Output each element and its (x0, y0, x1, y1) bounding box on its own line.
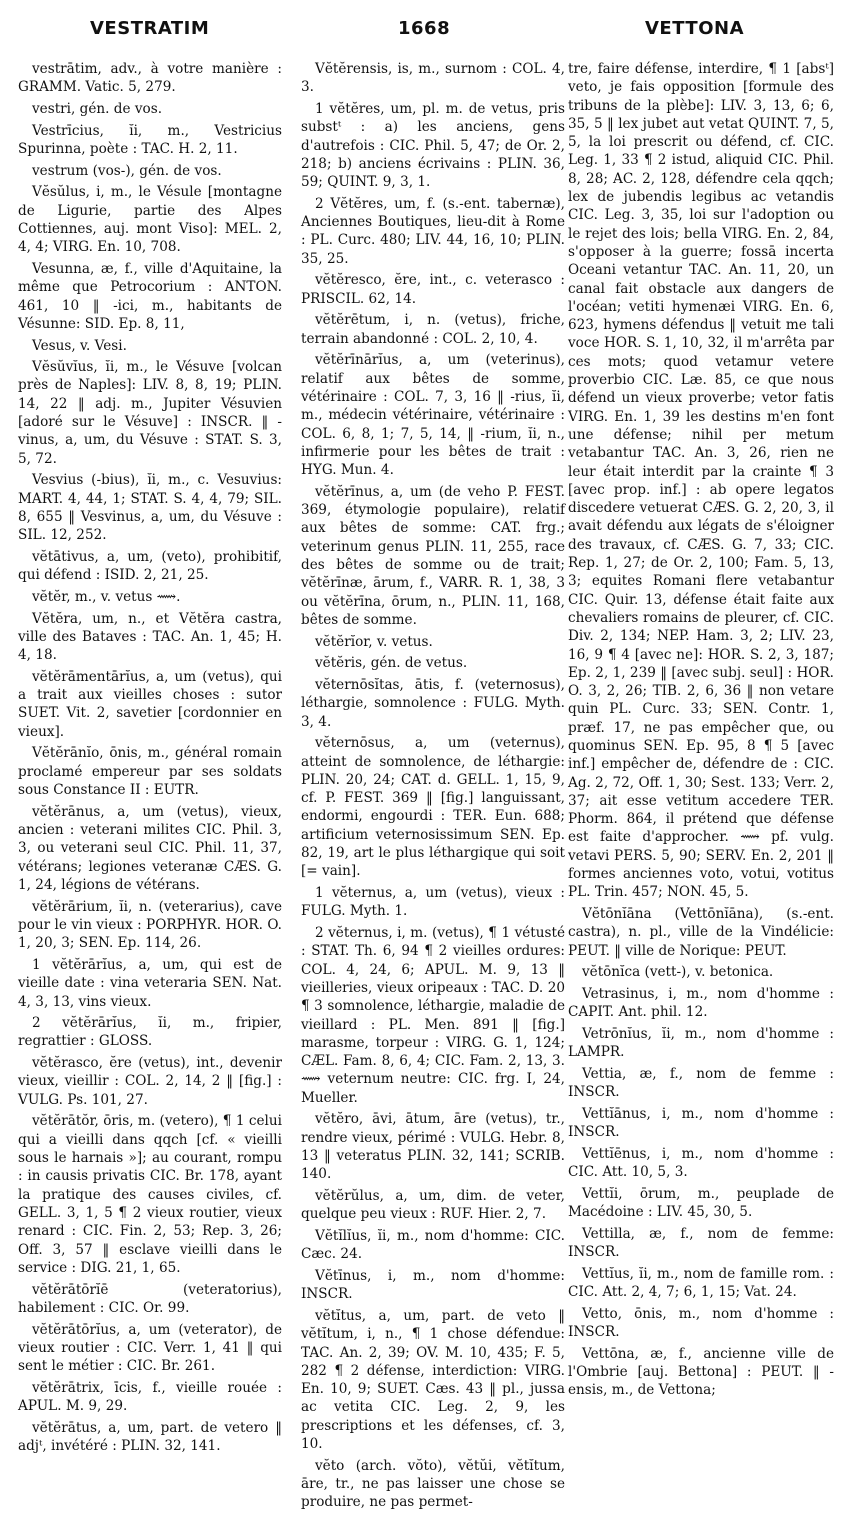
dictionary-entry: vĕtĕrārium, ĭi, n. (veterarius), cave pour le vin vieux : PORPHYR. HOR. O. 1, 20, 3; SEN. Ep. 114, 26. (18, 898, 282, 952)
dictionary-entry: vĕternōsĭtas, ātis, f. (veternosus), léthargie, somnolence : FULG. Myth. 3, 4. (301, 677, 565, 730)
dictionary-entry: vĕtĕrētum, i, n. (vetus), friche, terrain abandonné : COL. 2, 10, 4. (301, 312, 565, 347)
dictionary-entry: Vetrasinus, i, m., nom d'homme : CAPIT. Ant. phil. 12. (568, 986, 834, 1021)
dictionary-entry: Vettilla, æ, f., nom de femme: INSCR. (568, 1225, 834, 1261)
dictionary-entry: 1 vĕternus, a, um (vetus), vieux : FULG. Myth. 1. (301, 885, 565, 920)
dictionary-entry: vĕtĕrīnus, a, um (de veho P. FEST. 369, étymologie populaire), relatif aux bêtes de somme: CAT. frg.; veterinum genus PLIN. 11, 255, race des bêtes de somme ou de trait; vĕtĕrīnæ, ārum, f., VARR. R. 1, 38, 3 ou vĕtĕrīna, ōrum, n., PLIN. 11, 168, bêtes de somme. (301, 483, 565, 628)
dictionary-entry: vĕtĕrātrix, īcis, f., vieille rouée : APUL. M. 9, 29. (18, 1379, 282, 1415)
dictionary-entry: 2 Vĕtĕres, um, f. (s.-ent. tabernæ), Anciennes Boutiques, lieu-dit à Rome : PL. Curc. 480; LIV. 44, 16, 10; PLIN. 35, 25. (301, 195, 565, 267)
dictionary-entry: vĕtĕrīnārĭus, a, um (veterinus), relatif aux bêtes de somme, vétérinaire : COL. 7, 3, 16 ‖ -rius, ĭi, m., médecin vétérinaire, vétérinaire : COL. 6, 8, 1; 7, 5, 14, ‖ -rium, ĭi, n., infirmerie pour les bêtes de trait : HYG. Mun. 4. (301, 352, 565, 479)
dictionary-entry: vĕtĕris, gén. de vetus. (315, 655, 468, 672)
dictionary-entry: vĕtĕrātōrĭē (veteratorius), habilement : CIC. Or. 99. (18, 1281, 282, 1316)
dictionary-entry: vĕtĕrĭor, v. vetus. (315, 633, 433, 650)
dictionary-entry: vĕtĕresco, ĕre, int., c. veterasco : PRISCIL. 62, 14. (301, 272, 565, 307)
dictionary-entry: Vetrōnĭus, ĭi, m., nom d'homme : LAMPR. (568, 1026, 834, 1061)
page-header (0, 18, 850, 46)
dictionary-entry: Vĕsŭvĭus, ĭi, m., le Vésuve [volcan près de Naples]: LIV. 8, 8, 19; PLIN. 14, 22 ‖ adj. m., Jupiter Vésuvien [adoré sur le Vésuve] : INSCR. ‖ -vinus, a, um, du Vésuve : STAT. S. 3, 5, 72. (18, 359, 282, 467)
dictionary-entry: Vesvius (-bius), ĭi, m., c. Vesuvius: MART. 4, 44, 1; STAT. S. 4, 4, 79; SIL. 8, 655 ‖ Vesvinus, a, um, du Vésuve : SIL. 12, 252. (18, 472, 282, 544)
column-3 (568, 60, 834, 1403)
dictionary-entry: Vettōna, æ, f., ancienne ville de l'Ombrie [auj. Bettona] : PEUT. ‖ -ensis, m., de Vettona; (568, 1345, 834, 1399)
dictionary-entry: Vettia, æ, f., nom de femme : INSCR. (568, 1065, 834, 1101)
dictionary-entry: 2 vĕternus, i, m. (vetus), ¶ 1 vétusté : STAT. Th. 6, 94 ¶ 2 vieilles ordures: COL. 4, 24, 6; APUL. M. 9, 13 ‖ vieilleries, vieux oripeaux : TAC. D. 20 ¶ 3 somnolence, léthargie, maladie de vieillard : PL. Men. 891 ‖ [fig.] marasme, torpeur : VIRG. G. 1, 124; CÆL. Fam. 8, 6, 4; CIC. Fam. 2, 13, 3. ⟿ veternum neutre: CIC. frg. I, 24, Mueller. (301, 925, 565, 1106)
dictionary-entry: Vetto, ōnis, m., nom d'homme : INSCR. (568, 1305, 834, 1341)
dictionary-entry: vĕtĕrŭlus, a, um, dim. de veter, quelque peu vieux : RUF. Hier. 2, 7. (301, 1187, 565, 1223)
dictionary-entry: vĕtĕrātus, a, um, part. de vetero ‖ adjᵗ, invétéré : PLIN. 32, 141. (18, 1419, 282, 1455)
dictionary-entry: 1 vĕtĕres, um, pl. m. de vetus, pris substᵗ : a) les anciens, gens d'autrefois : CIC. Phil. 5, 47; de Or. 2, 218; b) anciens écrivains : PLIN. 36, 59; QUINT. 9, 3, 1. (301, 100, 565, 191)
dictionary-entry: vestrātim, adv., à votre manière : GRAMM. Vatic. 5, 279. (18, 61, 282, 96)
dictionary-entry: Vettĭi, ōrum, m., peuplade de Macédoine : LIV. 45, 30, 5. (568, 1185, 834, 1221)
dictionary-entry: Vĕtīnus, i, m., nom d'homme: INSCR. (301, 1267, 565, 1303)
page-number: 1668 (398, 18, 451, 39)
dictionary-entry: vĕtātivus, a, um, (veto), prohibitif, qui défend : ISID. 2, 21, 25. (18, 548, 282, 584)
dictionary-entry: Vĕtĕrānĭo, ōnis, m., général romain proclamé empereur par ses soldats sous Constance II : EUTR. (18, 745, 282, 799)
dictionary-entry: vĕternōsus, a, um (veternus), atteint de somnolence, de léthargie: PLIN. 20, 24; CAT. d. GELL. 1, 15, 9, cf. P. FEST. 369 ‖ [fig.] languissant, endormi, engourdi : TER. Eun. 688; artificium veternosissimum SEN. Ep. 82, 19, art le plus léthargique qui soit [= vain]. (301, 735, 565, 880)
dictionary-entry: 2 vĕtĕrārĭus, ĭi, m., fripier, regrattier : GLOSS. (18, 1015, 282, 1050)
dictionary-entry: vestrum (vos-), gén. de vos. (32, 162, 222, 179)
dictionary-entry: Vĕtōnĭāna (Vettōnĭāna), (s.-ent. castra), n. pl., ville de la Vindélicie: PEUT. ‖ ville de Norique: PEUT. (568, 906, 834, 959)
dictionary-entry: Vesus, v. Vesi. (32, 337, 127, 354)
column-1 (18, 60, 282, 1459)
dictionary-entry: vĕtĕro, āvi, ātum, āre (vetus), tr., rendre vieux, périmé : VULG. Hebr. 8, 13 ‖ veteratus PLIN. 32, 141; SCRIB. 140. (301, 1111, 565, 1183)
dictionary-entry: Vĕtĕra, um, n., et Vĕtĕra castra, ville des Bataves : TAC. An. 1, 45; H. 4, 18. (18, 610, 282, 664)
dictionary-entry: vĕtĕrāmentārĭus, a, um (vetus), qui a trait aux vieilles choses : sutor SUET. Vit. 2, savetier [cordonnier en vieux]. (18, 668, 282, 740)
column-2 (301, 60, 565, 1515)
dictionary-entry: vestri, gén. de vos. (32, 100, 163, 117)
dictionary-entry: vĕtĕrātŏr, ōris, m. (vetero), ¶ 1 celui qui a vieilli dans qqch [cf. « vieilli sous le harnais »]; au courant, rompu : in causis privatis CIC. Br. 178, ayant la pratique des causes civiles, cf. GELL. 3, 1, 5 ¶ 2 vieux routier, vieux renard : CIC. Fin. 2, 53; Rep. 3, 26; Off. 3, 57 ‖ esclave vieilli dans le service : DIG. 21, 1, 65. (18, 1113, 282, 1276)
dictionary-entry: vĕtĕrātōrĭus, a, um (veterator), de vieux routier : CIC. Verr. 1, 41 ‖ qui sent le métier : CIC. Br. 261. (18, 1321, 282, 1375)
header-left-guideword: VESTRATIM (90, 18, 210, 39)
dictionary-entry: Vesunna, æ, f., ville d'Aquitaine, la même que Petrocorium : ANTON. 461, 10 ‖ -ici, m., habitants de Vésunne: SID. Ep. 8, 11, (18, 260, 282, 332)
dictionary-entry: tre, faire défense, interdire, ¶ 1 [absᵗ] veto, je fais opposition [formule des tribuns de la plèbe]: LIV. 3, 13, 6; 6, 35, 5 ‖ lex jubet aut vetat QUINT. 7, 5, 5, la loi prescrit ou défend, cf. CIC. Leg. 1, 33 ¶ 2 istud, aliquid CIC. Phil. 8, 28; AC. 2, 128, défendre cela qqch; lex de jubendis legibus ac vetandis CIC. Leg. 3, 35, loi sur l'adoption ou le rejet des lois; bella VIRG. En. 2, 84, s'opposer à la guerre; fossā incerta Oceani vetantur TAC. An. 11, 20, un canal fait obstacle aux dangers de l'océan; vetiti hymenæi VIRG. En. 6, 623, hymens défendus ‖ vetuit me tali voce HOR. S. 1, 10, 32, il m'arrêta par ces mots; quod vetamur vetere proverbio CIC. Læ. 85, ce que nous défend un vieux proverbe; vetor fatis VIRG. En. 1, 39 les destins m'en font une défense; nihil per metum vetabantur TAC. An. 3, 26, rien ne leur était interdit par la crainte ¶ 3 [avec prop. inf.] : ab opere legatos discedere vetuerat CÆS. G. 2, 20, 3, il avait défendu aux légats de s'éloigner des travaux, cf. CÆS. G. 7, 33; CIC. Rep. 1, 27; de Or. 2, 100; Fam. 5, 13, 3; equites Romani flere vetabantur CIC. Quir. 13, défense était faite aux chevaliers romains de pleurer, cf. CIC. Div. 2, 134; NEP. Ham. 3, 2; LIV. 23, 16, 9 ¶ 4 [avec ne]: HOR. S. 2, 3, 187; Ep. 2, 1, 239 ‖ [avec subj. seul] : HOR. O. 3, 2, 26; TIB. 2, 6, 36 ‖ non vetare quin PL. Curc. 33; SEN. Contr. 1, præf. 17, ne pas empêcher que, ou quominus SEN. Ep. 95, 8 ¶ 5 [avec inf.] empêcher de, défendre de : CIC. Ag. 2, 72, Off. 1, 30; Sest. 133; Verr. 2, 37; ait esse vetitum accedere TER. Phorm. 864, il prétend que défense est faite d'approcher. ⟿ pf. vulg. vetavi PERS. 5, 90; SERV. En. 2, 201 ‖ formes anciennes voto, votui, votitus PL. Trin. 457; NON. 45, 5. (568, 61, 834, 901)
dictionary-entry: vĕtĕrasco, ĕre (vetus), int., devenir vieux, vieillir : COL. 2, 14, 2 ‖ [fig.] : VULG. Ps. 101, 27. (18, 1055, 282, 1108)
dictionary-entry: Vĕsŭlus, i, m., le Vésule [montagne de Ligurie, partie des Alpes Cottiennes, auj. mont Viso]: MEL. 2, 4, 4; VIRG. En. 10, 708. (18, 184, 282, 256)
dictionary-entry: Vettĭus, ĭi, m., nom de famille rom. : CIC. Att. 2, 4, 7; 6, 1, 15; Vat. 24. (568, 1265, 834, 1301)
dictionary-entry: Vĕtĭlĭus, ĭi, m., nom d'homme: CIC. Cæc. 24. (301, 1227, 565, 1263)
dictionary-entry: vĕtĕr, m., v. vetus ⟿. (32, 588, 181, 605)
dictionary-entry: Vettĭēnus, i, m., nom d'homme : CIC. Att. 10, 5, 3. (568, 1145, 834, 1181)
dictionary-entry: 1 vĕtĕrārĭus, a, um, qui est de vieille date : vina veteraria SEN. Nat. 4, 3, 13, vins vieux. (18, 956, 282, 1010)
dictionary-entry: vĕtĕrānus, a, um (vetus), vieux, ancien : veterani milites CIC. Phil. 3, 3, ou veterani seul CIC. Phil. 11, 37, vétérans; legiones veteranæ CÆS. G. 1, 24, légions de vétérans. (18, 803, 282, 893)
dictionary-entry: vĕtĭtus, a, um, part. de veto ‖ vĕtĭtum, i, n., ¶ 1 chose défendue: TAC. An. 2, 39; OV. M. 10, 435; F. 5, 282 ¶ 2 défense, interdiction: VIRG. En. 10, 9; SUET. Cæs. 43 ‖ pl., jussa ac vetita CIC. Leg. 2, 9, les prescriptions et les défenses, cf. 3, 10. (301, 1307, 565, 1453)
dictionary-entry: vĕto (arch. vŏto), vĕtŭi, vĕtĭtum, āre, tr., ne pas laisser une chose se produire, ne pas permet- (301, 1457, 565, 1511)
dictionary-entry: Vĕtĕrensis, is, m., surnom : COL. 4, 3. (301, 61, 565, 96)
header-right-guideword: VETTONA (645, 18, 744, 39)
dictionary-entry: vĕtōnĭca (vett-), v. betonica. (582, 964, 774, 981)
dictionary-entry: Vettĭānus, i, m., nom d'homme : INSCR. (568, 1105, 834, 1141)
dictionary-entry: Vestrīcius, ĭi, m., Vestricius Spurinna, poète : TAC. H. 2, 11. (18, 122, 282, 157)
